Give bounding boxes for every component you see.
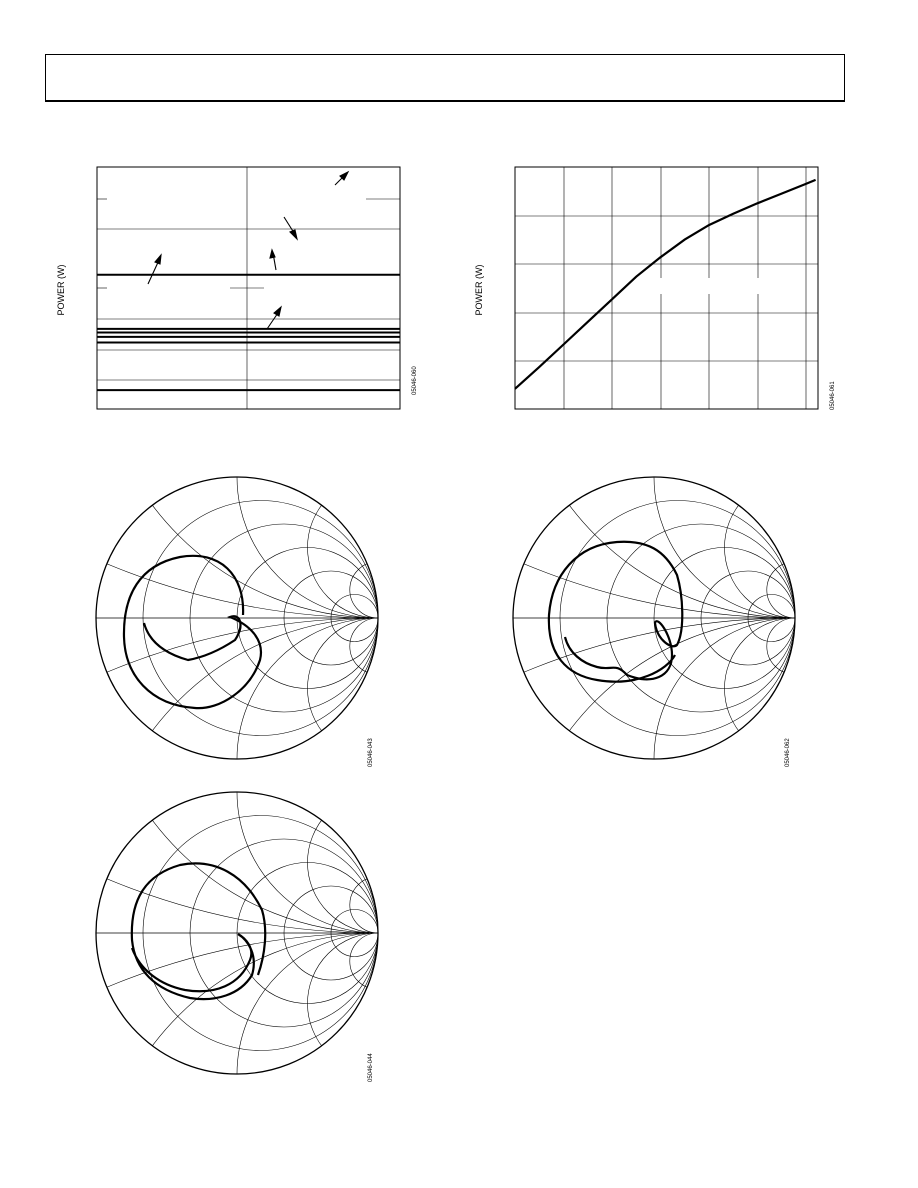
reactance-arc: [725, 477, 808, 618]
reactance-arc: [497, 465, 807, 618]
impedance-trace: [124, 556, 261, 708]
reactance-arc: [80, 933, 390, 1090]
reactance-arc: [237, 780, 390, 933]
reactance-arc: [497, 618, 807, 775]
y-axis-label: POWER (W): [56, 264, 66, 316]
reactance-arc: [308, 477, 391, 618]
smith-chart-1: [80, 465, 390, 775]
reactance-arc: [725, 618, 808, 759]
reactance-arc: [80, 780, 390, 933]
smith-grid: [80, 780, 390, 1090]
annotation-arrows: [148, 172, 348, 329]
smith-grid: [497, 465, 807, 775]
figure-id: 05046-043: [368, 738, 374, 767]
smith-grid-lines: [497, 465, 807, 775]
reactance-arc: [513, 618, 807, 775]
reactance-arc: [96, 780, 390, 933]
y-axis-label: POWER (W): [474, 264, 484, 316]
smith-chart-2: [497, 465, 807, 775]
reactance-arc: [80, 465, 390, 618]
figure-id: 05046-062: [785, 738, 791, 767]
figure-id: 05046-044: [368, 1053, 374, 1082]
reactance-arc: [308, 792, 391, 933]
figure-id: 05046-060: [412, 366, 418, 395]
impedance-trace: [549, 542, 682, 682]
series-group: [97, 275, 400, 390]
reactance-arc: [308, 618, 391, 759]
reactance-arc: [96, 618, 390, 775]
figure-id: 05046-061: [830, 381, 836, 410]
power-lines-chart: [50, 160, 430, 420]
reactance-arc: [308, 933, 391, 1074]
power-curve-chart: [470, 160, 850, 420]
impedance-trace: [132, 863, 265, 999]
reactance-arc: [80, 618, 390, 775]
reactance-arc: [96, 933, 390, 1090]
page-header-box: [45, 54, 845, 102]
reactance-arc: [654, 465, 807, 618]
smith-chart-3: [80, 780, 390, 1090]
reactance-arc: [96, 465, 390, 618]
reactance-arc: [513, 465, 807, 618]
reactance-arc: [237, 465, 390, 618]
smith-grid-lines: [80, 780, 390, 1090]
legend-mask: [660, 278, 760, 294]
